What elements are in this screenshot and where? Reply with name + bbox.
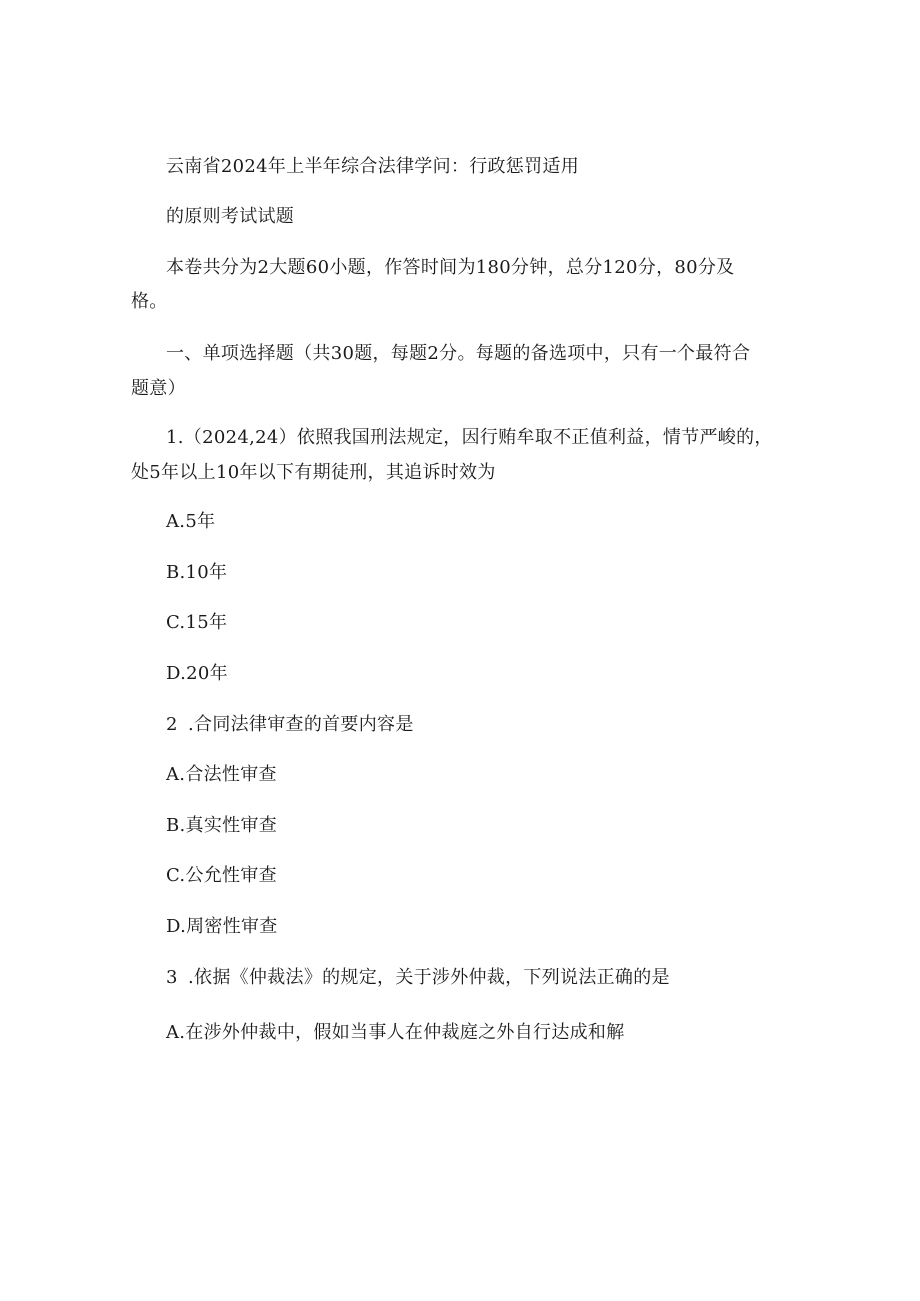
question-2-number: 2 [166, 714, 178, 735]
intro-line-2: 格。 [131, 291, 168, 312]
question-1-option-a: A.5年 [166, 511, 216, 532]
document-title-line-2: 的原则考试试题 [166, 206, 295, 227]
question-2-stem [166, 713, 414, 737]
intro-line-1: 本卷共分为2大题60小题，作答时间为180分钟，总分120分，80分及 [166, 257, 735, 278]
question-3-number: 3 [166, 967, 178, 988]
question-3-text: .依据《仲裁法》的规定，关于涉外仲裁，下列说法正确的是 [188, 967, 670, 988]
question-2-text: .合同法律审查的首要内容是 [188, 714, 414, 735]
question-3-option-a: A.在涉外仲裁中，假如当事人在仲裁庭之外自行达成和解 [166, 1022, 625, 1043]
question-3-stem [166, 966, 670, 990]
question-1-option-b: B.10年 [166, 562, 228, 583]
document-title-line-1: 云南省2024年上半年综合法律学问：行政惩罚适用 [166, 156, 580, 177]
question-2-option-d: D.周密性审查 [166, 916, 278, 937]
question-2-option-a: A.合法性审查 [166, 764, 277, 785]
question-2-option-c: C.公允性审查 [166, 865, 277, 886]
question-1-option-d: D.20年 [166, 663, 228, 684]
question-1-line-2: 处5年以上10年以下有期徒刑，其追诉时效为 [131, 462, 496, 483]
section-heading-line-2: 题意） [131, 378, 186, 399]
question-1-option-c: C.15年 [166, 612, 228, 633]
section-heading-line-1: 一、单项选择题（共30题，每题2分。每题的备选项中，只有一个最符合 [166, 343, 751, 364]
question-2-option-b: B.真实性审查 [166, 815, 278, 836]
question-1-line-1: 1.（2024,24）依照我国刑法规定，因行贿牟取不正值利益，情节严峻的， [166, 427, 773, 448]
